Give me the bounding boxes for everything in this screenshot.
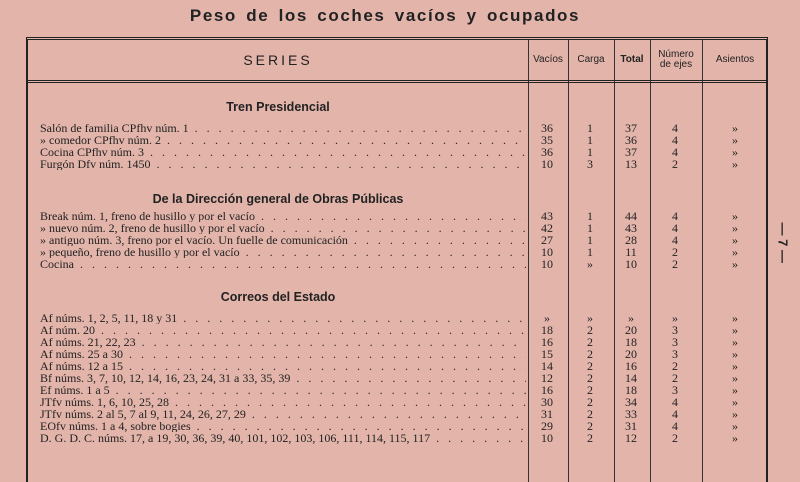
header-asientos: Asientos — [715, 54, 755, 65]
cell-total: 14 — [625, 371, 637, 385]
cell-carga: 1 — [587, 121, 593, 135]
series-name: Break núm. 1, freno de husillo y por el vacío . . . — [40, 210, 526, 222]
cell-asientos: » — [732, 407, 738, 421]
cell-vacios: 31 — [541, 407, 553, 421]
cell-ejes: 2 — [672, 157, 678, 171]
cell-vacios: » — [544, 311, 550, 325]
header-series: SERIES — [243, 52, 313, 68]
cell-asientos: » — [732, 431, 738, 445]
cell-ejes: 4 — [672, 407, 678, 421]
cell-carga: » — [587, 257, 593, 271]
cell-total: 43 — [625, 221, 637, 235]
cell-asientos: » — [732, 245, 738, 259]
cell-carga: 2 — [587, 359, 593, 373]
table-row — [28, 246, 770, 258]
cell-asientos: » — [732, 323, 738, 337]
page-number-text: — 7 — — [775, 222, 791, 263]
cell-ejes: 3 — [672, 347, 678, 361]
cell-ejes: 4 — [672, 145, 678, 159]
cell-vacios: 14 — [541, 359, 553, 373]
cell-asientos: » — [732, 395, 738, 409]
cell-total: 44 — [625, 209, 637, 223]
cell-carga: 2 — [587, 419, 593, 433]
cell-carga: 2 — [587, 335, 593, 349]
cell-ejes: 4 — [672, 121, 678, 135]
table-row — [28, 420, 770, 432]
cell-carga: 1 — [587, 233, 593, 247]
cell-carga: 1 — [587, 221, 593, 235]
cell-ejes: 2 — [672, 257, 678, 271]
cell-vacios: 18 — [541, 323, 553, 337]
table-row — [28, 372, 770, 384]
cell-ejes: 3 — [672, 323, 678, 337]
cell-total: 12 — [625, 431, 637, 445]
cell-asientos: » — [732, 145, 738, 159]
header-ejes-line1: Número — [658, 49, 694, 60]
cell-ejes: 3 — [672, 383, 678, 397]
cell-total: 37 — [625, 121, 637, 135]
section-heading: Tren Presidencial — [226, 100, 330, 114]
table-row — [28, 360, 770, 372]
table-row — [28, 432, 770, 444]
cell-total: 28 — [625, 233, 637, 247]
section-heading: De la Dirección general de Obras Públicas — [152, 192, 404, 206]
series-name: Cocina . . . — [40, 258, 526, 270]
section-heading: Correos del Estado — [220, 290, 336, 304]
series-name: » comedor CPfhv núm. 2 . . . — [40, 134, 526, 146]
cell-asientos: » — [732, 209, 738, 223]
cell-total: » — [628, 311, 634, 325]
cell-asientos: » — [732, 157, 738, 171]
cell-total: 20 — [625, 347, 637, 361]
header-total: Total — [620, 54, 644, 65]
cell-asientos: » — [732, 347, 738, 361]
header-divider — [28, 80, 766, 83]
cell-vacios: 36 — [541, 145, 553, 159]
table-row — [28, 134, 770, 146]
cell-asientos: » — [732, 121, 738, 135]
cell-total: 31 — [625, 419, 637, 433]
table-row — [28, 234, 770, 246]
cell-carga: 1 — [587, 209, 593, 223]
cell-asientos: » — [732, 335, 738, 349]
cell-carga: 2 — [587, 383, 593, 397]
table-row — [28, 210, 770, 222]
cell-vacios: 36 — [541, 121, 553, 135]
header-ejes-line2: de ejes — [659, 59, 693, 70]
table-row — [28, 258, 770, 270]
cell-asientos: » — [732, 233, 738, 247]
cell-carga: 3 — [587, 157, 593, 171]
cell-ejes: 2 — [672, 359, 678, 373]
series-name: Salón de familia CPfhv núm. 1 . . . — [40, 122, 526, 134]
table-row — [28, 324, 770, 336]
cell-total: 10 — [625, 257, 637, 271]
cell-carga: 2 — [587, 431, 593, 445]
series-name: JTfv núms. 2 al 5, 7 al 9, 11, 24, 26, 27, 29 . . . — [40, 408, 526, 420]
cell-vacios: 15 — [541, 347, 553, 361]
series-name: Af núms. 21, 22, 23 . . . — [40, 336, 526, 348]
cell-ejes: 4 — [672, 233, 678, 247]
table-row — [28, 396, 770, 408]
header-carga: Carga — [577, 54, 605, 65]
cell-carga: » — [587, 311, 593, 325]
cell-vacios: 10 — [541, 257, 553, 271]
cell-total: 34 — [625, 395, 637, 409]
series-name: Furgón Dfv núm. 1450 . . . — [40, 158, 526, 170]
table-row — [28, 336, 770, 348]
cell-carga: 1 — [587, 245, 593, 259]
cell-ejes: 2 — [672, 371, 678, 385]
table-row — [28, 348, 770, 360]
cell-asientos: » — [732, 419, 738, 433]
cell-ejes: 3 — [672, 335, 678, 349]
table-row — [28, 408, 770, 420]
cell-total: 16 — [625, 359, 637, 373]
cell-total: 18 — [625, 383, 637, 397]
cell-total: 20 — [625, 323, 637, 337]
cell-total: 37 — [625, 145, 637, 159]
cell-asientos: » — [732, 359, 738, 373]
cell-asientos: » — [732, 311, 738, 325]
cell-vacios: 42 — [541, 221, 553, 235]
series-name: Af núms. 12 a 15 . . . — [40, 360, 526, 372]
cell-ejes: 4 — [672, 209, 678, 223]
cell-vacios: 30 — [541, 395, 553, 409]
cell-vacios: 43 — [541, 209, 553, 223]
cell-carga: 1 — [587, 145, 593, 159]
cell-ejes: » — [672, 311, 678, 325]
cell-asientos: » — [732, 371, 738, 385]
series-name: » antiguo núm. 3, freno por el vacío. Un fuelle de comunicación . . . — [40, 234, 526, 246]
cell-vacios: 16 — [541, 335, 553, 349]
weights-table — [26, 37, 768, 482]
cell-total: 36 — [625, 133, 637, 147]
cell-ejes: 4 — [672, 419, 678, 433]
table-row — [28, 384, 770, 396]
cell-asientos: » — [732, 257, 738, 271]
cell-carga: 2 — [587, 347, 593, 361]
table-row — [28, 158, 770, 170]
table-row — [28, 222, 770, 234]
cell-vacios: 10 — [541, 431, 553, 445]
cell-carga: 2 — [587, 371, 593, 385]
table-row — [28, 146, 770, 158]
series-name: Ef núms. 1 a 5 . . . — [40, 384, 526, 396]
cell-vacios: 10 — [541, 157, 553, 171]
cell-total: 33 — [625, 407, 637, 421]
cell-ejes: 4 — [672, 395, 678, 409]
cell-ejes: 2 — [672, 431, 678, 445]
cell-total: 11 — [625, 245, 637, 259]
cell-carga: 1 — [587, 133, 593, 147]
header-ejes — [650, 40, 702, 80]
cell-vacios: 29 — [541, 419, 553, 433]
cell-total: 13 — [625, 157, 637, 171]
table-row — [28, 122, 770, 134]
series-name: Bf núms. 3, 7, 10, 12, 14, 16, 23, 24, 31 a 33, 35, 39 . . . — [40, 372, 526, 384]
series-name: Af núms. 25 a 30 . . . — [40, 348, 526, 360]
cell-total: 18 — [625, 335, 637, 349]
series-name: Af núm. 20 . . . — [40, 324, 526, 336]
series-name: Af núms. 1, 2, 5, 11, 18 y 31 . . . — [40, 312, 526, 324]
table-row — [28, 312, 770, 324]
cell-ejes: 2 — [672, 245, 678, 259]
cell-vacios: 12 — [541, 371, 553, 385]
series-name: » nuevo núm. 2, freno de husillo y por el vacío . . . — [40, 222, 526, 234]
page-title: Peso de los coches vacíos y ocupados — [189, 6, 581, 25]
series-name: » pequeño, freno de husillo y por el vacío . . . — [40, 246, 526, 258]
series-name: D. G. D. C. núms. 17, a 19, 30, 36, 39, 40, 101, 102, 103, 106, 111, 114, 115, 117 . . . — [40, 432, 526, 444]
header-vacios: Vacíos — [533, 54, 563, 65]
series-name: Cocina CPfhv núm. 3 . . . — [40, 146, 526, 158]
cell-asientos: » — [732, 133, 738, 147]
cell-carga: 2 — [587, 395, 593, 409]
cell-carga: 2 — [587, 407, 593, 421]
cell-vacios: 35 — [541, 133, 553, 147]
cell-asientos: » — [732, 221, 738, 235]
cell-ejes: 4 — [672, 221, 678, 235]
cell-vacios: 10 — [541, 245, 553, 259]
cell-vacios: 27 — [541, 233, 553, 247]
page-number — [773, 205, 793, 265]
cell-asientos: » — [732, 383, 738, 397]
series-name: EOfv núms. 1 a 4, sobre bogies . . . — [40, 420, 526, 432]
cell-carga: 2 — [587, 323, 593, 337]
cell-vacios: 16 — [541, 383, 553, 397]
cell-ejes: 4 — [672, 133, 678, 147]
series-name: JTfv núms. 1, 6, 10, 25, 28 . . . — [40, 396, 526, 408]
